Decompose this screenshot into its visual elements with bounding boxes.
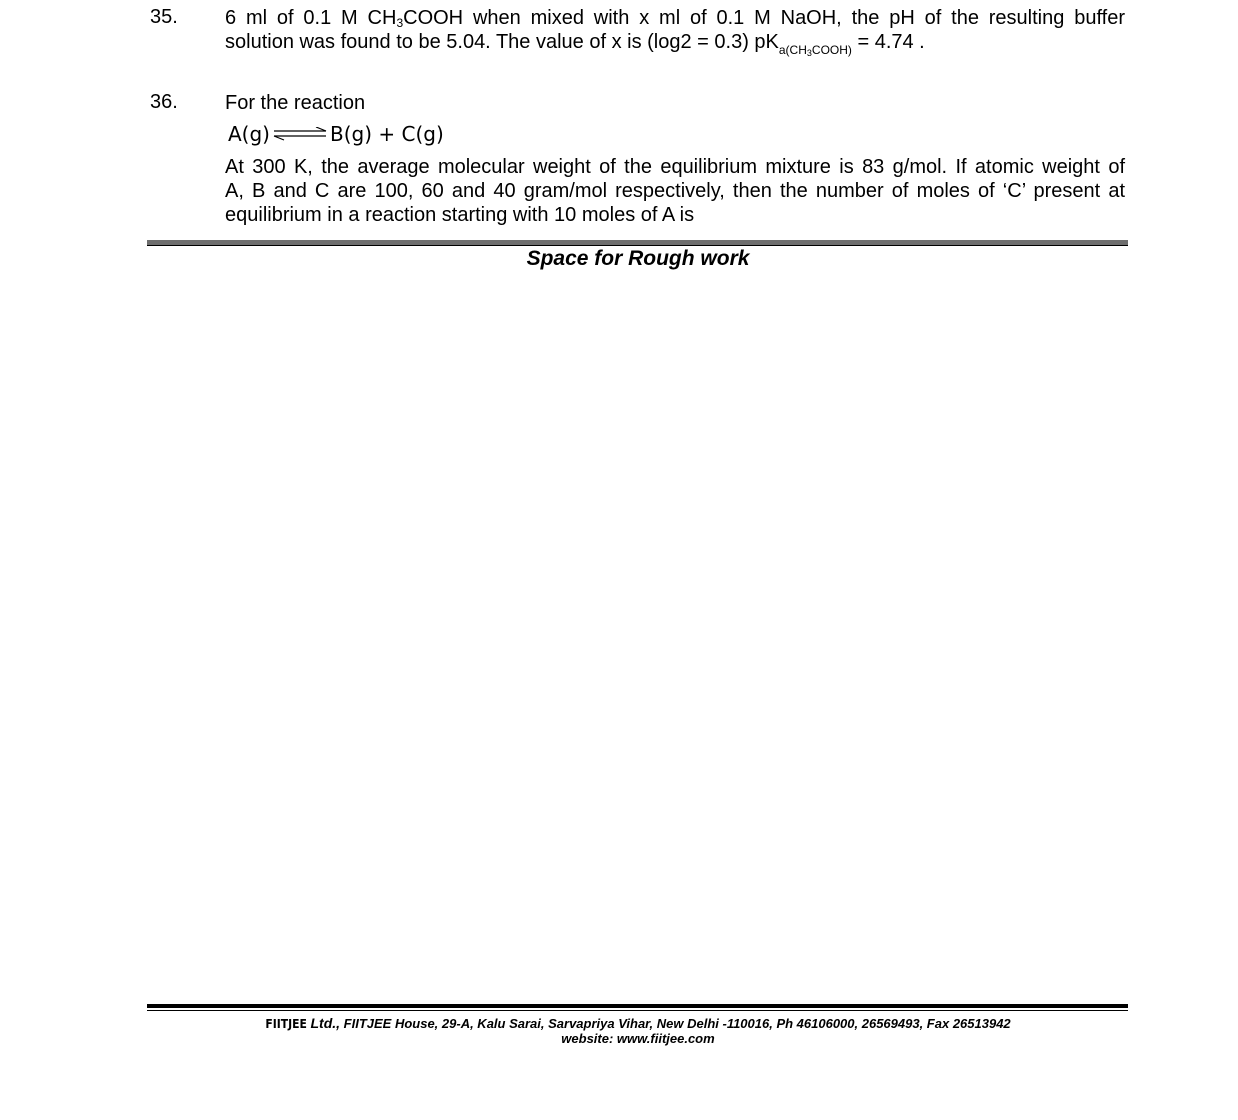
question-line: 6 ml of 0.1 M $CH_3COOH$ when mixed with x ml of 0.1 M NaOH, the pH of the resulting buffer [225, 7, 1125, 30]
footer-address-text: FIITJEE House, 29-A, Kalu Sarai, Sarvapriya Vihar, New Delhi -110016, Ph 46106000, 26569493, Fax 26513942 [340, 1016, 1011, 1031]
equilibrium-arrow-icon [272, 127, 328, 141]
question-text: At 300 K, the average molecular weight of the equilibrium mixture is 83 g/mol. If atomic weight of A, B and C are 100, 60 and 40 gram/mol respectively, then the number of moles of ‘C’ present at equilibrium in a reaction starting with 10 moles of A is [225, 156, 1125, 226]
footer-brand: FIITJEE [265, 1017, 307, 1031]
question-number: 36. [150, 91, 178, 113]
footer-website: website: www.fiitjee.com [561, 1031, 715, 1046]
question-text [225, 6, 1125, 57]
pka-subscript: a(CH3COOH) [778, 43, 852, 58]
reaction-equation [228, 122, 444, 146]
divider [147, 240, 1128, 246]
footer-address [0, 1015, 1238, 1031]
footer-divider [147, 1010, 1128, 1011]
question-line: solution was found to be 5.04. The value of x is (log2 = 0.3) $pK_{a(CH3COOH)} = 4.74$ . [225, 31, 925, 58]
question-number: 35. [150, 6, 178, 28]
products: B(g) + C(g) [329, 122, 444, 146]
footer-divider [147, 1004, 1128, 1008]
footer-ltd: Ltd., [310, 1015, 341, 1031]
question-intro: For the reaction [225, 92, 366, 114]
rough-work-heading: Space for Rough work [526, 247, 750, 270]
reactant: A(g) [228, 122, 270, 146]
